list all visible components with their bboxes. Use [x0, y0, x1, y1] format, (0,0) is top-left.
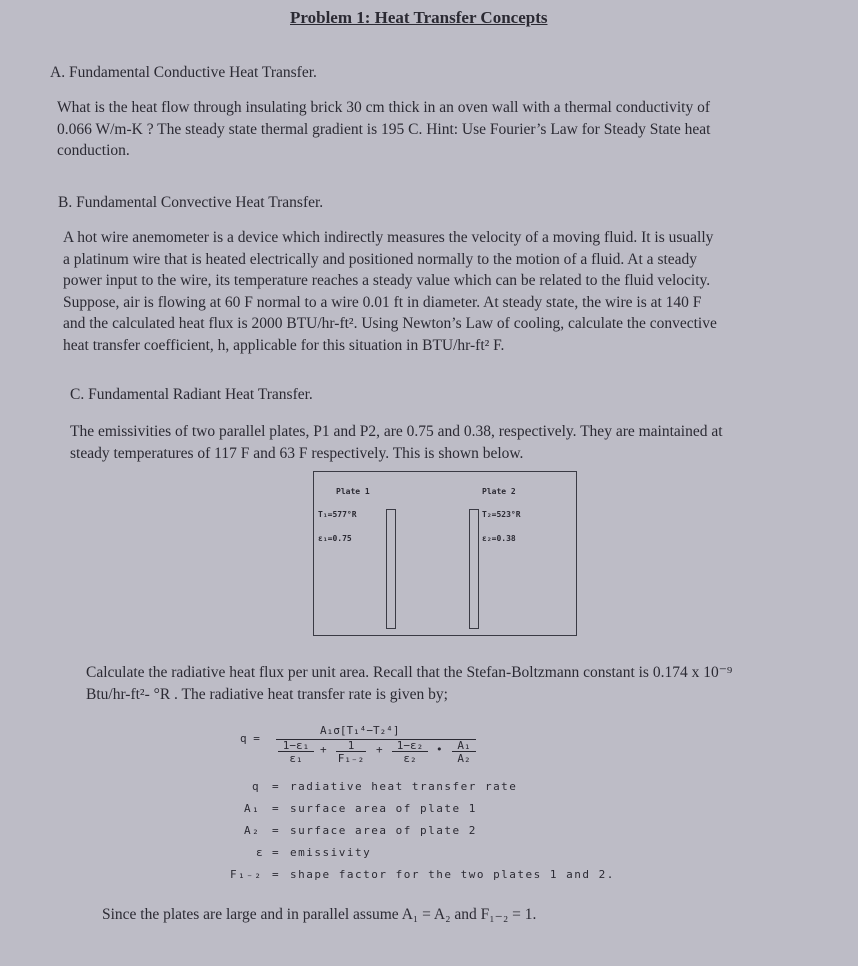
legend-desc: emissivity	[290, 846, 372, 859]
legend-desc: radiative heat transfer rate	[290, 780, 518, 793]
section-b-line: power input to the wire, its temperature reaches a steady value which can be related to the fluid velocity.	[63, 272, 711, 289]
plates-figure	[313, 471, 577, 636]
section-c-heading: C. Fundamental Radiant Heat Transfer.	[70, 386, 313, 403]
section-b-line: and the calculated heat flux is 2000 BTU/hr-ft². Using Newton’s Law of cooling, calculate the convective	[63, 315, 717, 332]
legend-equals: =	[272, 780, 281, 793]
equation-lhs: q =	[240, 732, 260, 745]
legend-equals: =	[272, 846, 281, 859]
legend-symbol: A₁	[244, 802, 261, 815]
legend-equals: =	[272, 824, 281, 837]
closing-assumption: Since the plates are large and in parallel assume A₁ = A₂ and F₁₋₂ = 1.	[102, 906, 537, 923]
section-a-text	[57, 97, 710, 162]
section-b-heading: B. Fundamental Convective Heat Transfer.	[58, 194, 324, 211]
plate1-label: Plate 1	[336, 487, 370, 496]
term1-top: 1−ε₁	[282, 739, 310, 752]
section-c-line: steady temperatures of 117 F and 63 F respectively. This is shown below.	[70, 444, 524, 462]
dot-sign: •	[436, 743, 443, 756]
plate1-temperature: T₁=577°R	[318, 510, 357, 519]
plus-sign: +	[376, 743, 383, 756]
plate2-bar	[469, 509, 479, 629]
term4-bottom: A₂	[452, 751, 476, 765]
plate2-temperature: T₂=523°R	[482, 510, 521, 519]
term1-bottom: ε₁	[278, 751, 314, 765]
section-c-line: The emissivities of two parallel plates, P1 and P2, are 0.75 and 0.38, respectively. They are maintained at	[70, 423, 723, 440]
section-a-line: conduction.	[57, 142, 130, 159]
legend-equals: =	[272, 802, 281, 815]
legend-symbol: A₂	[244, 824, 261, 837]
radiation-equation	[240, 724, 500, 768]
section-b-line: Suppose, air is flowing at 60 F normal to a wire 0.01 ft in diameter. At steady state, the wire is at 140 F	[63, 293, 702, 311]
legend-desc: surface area of plate 1	[290, 802, 477, 815]
term2-bottom: F₁₋₂	[337, 752, 365, 765]
section-c-calc-line: Btu/hr-ft²- °R . The radiative heat transfer rate is given by;	[86, 685, 448, 703]
section-b-line: A hot wire anemometer is a device which indirectly measures the velocity of a moving fluid. It is usually	[63, 229, 714, 246]
plate1-bar	[386, 509, 396, 629]
section-a-heading: A. Fundamental Conductive Heat Transfer.	[50, 64, 317, 81]
term2-top: 1	[347, 739, 355, 752]
legend-desc: shape factor for the two plates 1 and 2.	[290, 868, 615, 881]
section-a-line: 0.066 W/m-K ? The steady state thermal gradient is 195 C. Hint: Use Fourier’s Law for Steady State heat	[57, 120, 711, 138]
problem-title: Problem 1: Heat Transfer Concepts	[290, 8, 548, 27]
legend-symbol: q	[252, 780, 261, 793]
term4-top: A₁	[457, 739, 471, 752]
section-b-line: a platinum wire that is heated electrically and positioned normally to the motion of a fluid. At a steady	[63, 250, 698, 268]
section-b-text	[63, 227, 717, 356]
legend-symbol: F₁₋₂	[230, 868, 263, 881]
plus-sign: +	[320, 743, 327, 756]
equation-numerator: A₁σ[T₁⁴−T₂⁴]	[320, 724, 400, 737]
section-a-line: What is the heat flow through insulating brick 30 cm thick in an oven wall with a thermal conductivity of	[57, 99, 710, 116]
section-c-calc-text	[86, 662, 732, 705]
legend-symbol: ε	[256, 846, 265, 859]
legend-desc: surface area of plate 2	[290, 824, 477, 837]
section-b-line: heat transfer coefficient, h, applicable for this situation in BTU/hr-ft² F.	[63, 336, 505, 354]
section-c-calc-line: Calculate the radiative heat flux per unit area. Recall that the Stefan-Boltzmann constant is 0.174 x 10⁻⁹	[86, 664, 733, 681]
legend-equals: =	[272, 868, 281, 881]
section-c-text	[70, 421, 723, 464]
term3-top: 1−ε₂	[396, 739, 424, 752]
plate2-emissivity: ε₂=0.38	[482, 534, 516, 543]
plate2-label: Plate 2	[482, 487, 516, 496]
plate1-emissivity: ε₁=0.75	[318, 534, 352, 543]
term3-bottom: ε₂	[392, 751, 428, 765]
